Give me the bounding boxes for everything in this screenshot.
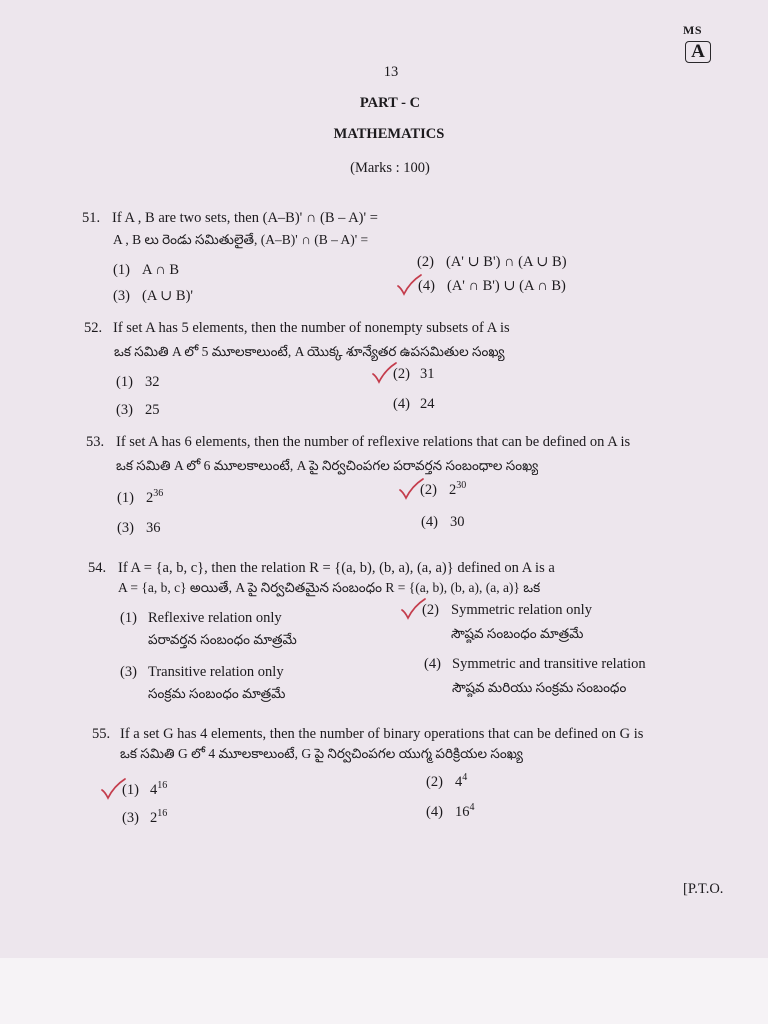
power-base: 2 [146, 490, 154, 506]
check-mark-icon [396, 274, 422, 296]
option-label: (4) [421, 514, 438, 530]
option-text-telugu: సంక్రమ సంబంధం మాత్రమే [148, 686, 286, 701]
question-text-english: If set A has 6 elements, then the number of reflexive relations that can be defined on A is [116, 434, 631, 450]
series-code: MS [683, 23, 702, 37]
power-base: 4 [150, 782, 158, 798]
option-text: 31 [420, 366, 435, 382]
please-turn-over: [P.T.O. [683, 881, 724, 897]
power-exponent: 30 [456, 480, 467, 491]
option-label: (3) [122, 810, 139, 826]
power-exponent: 4 [469, 802, 475, 813]
power-base: 2 [449, 482, 457, 498]
option-label: (2) [420, 482, 437, 498]
option-text: 30 [450, 514, 465, 530]
option-text: Transitive relation only [148, 664, 284, 680]
power-exponent: 16 [157, 780, 168, 791]
option-text: Symmetric relation only [451, 602, 592, 618]
option-label: (3) [116, 402, 133, 418]
option-label: (2) [417, 254, 434, 270]
option-label: (3) [117, 520, 134, 536]
check-mark-icon [400, 598, 426, 620]
power-exponent: 4 [462, 772, 468, 783]
option-text: Reflexive relation only [148, 610, 282, 626]
option-text: (A' ∪ B') ∩ (A ∪ B) [446, 254, 567, 270]
option-label: (1) [117, 490, 134, 506]
check-mark-icon [371, 362, 397, 384]
option-text: 24 [420, 396, 435, 412]
booklet-set-box: A [685, 41, 711, 63]
option-power [455, 803, 475, 821]
option-label: (1) [122, 782, 139, 798]
power-base: 16 [455, 804, 470, 820]
part-heading: PART - C [359, 95, 421, 111]
option-power [449, 481, 466, 499]
option-label: (3) [113, 288, 130, 304]
option-label: (4) [393, 396, 410, 412]
option-text: 32 [145, 374, 160, 390]
option-text: 25 [145, 402, 160, 418]
option-text-telugu: సౌష్ఠవ మరియు సంక్రమ సంబంధం [452, 680, 627, 695]
power-exponent: 36 [153, 488, 164, 499]
option-label: (1) [116, 374, 133, 390]
check-mark-icon [398, 478, 424, 500]
question-text-telugu: ఒక సమితి A లో 6 మూలకాలుంటే, A పై నిర్వచింపగల పరావర్తన సంబంధాల సంఖ్య [116, 458, 539, 473]
question-number: 53. [86, 434, 105, 450]
question-number: 52. [84, 320, 103, 336]
check-mark-icon [100, 778, 126, 800]
question-number: 51. [82, 210, 101, 226]
question-text-english: If A = {a, b, c}, then the relation R = {(a, b), (b, a), (a, a)} defined on A is a [118, 560, 555, 576]
question-text-english: If a set G has 4 elements, then the number of binary operations that can be defined on G is [120, 726, 644, 742]
marks-note: (Marks : 100) [350, 160, 430, 176]
option-text: 36 [146, 520, 161, 536]
option-text: Symmetric and transitive relation [452, 656, 646, 672]
power-base: 2 [150, 810, 158, 826]
option-label: (4) [418, 278, 435, 294]
question-text-telugu: ఒక సమితి G లో 4 మూలకాలుంటే, G పై నిర్వచింపగల యుగ్మ పరిక్రియల సంఖ్య [120, 746, 523, 761]
option-text: (A ∪ B)' [142, 288, 194, 304]
page-number: 13 [383, 64, 399, 80]
option-text: (A' ∩ B') ∪ (A ∩ B) [447, 278, 566, 294]
question-number: 55. [92, 726, 111, 742]
subject-heading: MATHEMATICS [333, 126, 445, 142]
option-label: (3) [120, 664, 137, 680]
option-label: (1) [120, 610, 137, 626]
option-power [150, 809, 167, 827]
option-power [455, 773, 467, 791]
option-text: A ∩ B [142, 262, 180, 278]
question-text-telugu: ఒక సమితి A లో 5 మూలకాలుంటే, A యొక్క శూన్యేతర ఉపసమితుల సంఖ్య [114, 344, 505, 359]
option-label: (2) [422, 602, 439, 618]
option-power [150, 781, 167, 799]
option-power [146, 489, 163, 507]
question-text-english: If A , B are two sets, then (A–B)' ∩ (B – A)' = [112, 210, 378, 226]
option-label: (4) [424, 656, 441, 672]
question-text-english: If set A has 5 elements, then the number of nonempty subsets of A is [113, 320, 510, 336]
option-label: (2) [393, 366, 410, 382]
power-base: 4 [455, 774, 463, 790]
power-exponent: 16 [157, 808, 168, 819]
scan-margin [0, 958, 768, 1024]
option-text-telugu: పరావర్తన సంబంధం మాత్రమే [148, 632, 297, 647]
question-text-telugu: A , B లు రెండు సమితులైతే, (A–B)' ∩ (B – A)' = [113, 232, 369, 247]
option-label: (4) [426, 804, 443, 820]
question-text-telugu: A = {a, b, c} అయితే, A పై నిర్వచితమైన సంబంధం R = {(a, b), (b, a), (a, a)} ఒక [118, 580, 541, 595]
question-number: 54. [88, 560, 107, 576]
option-label: (1) [113, 262, 130, 278]
option-text-telugu: సౌష్ఠవ సంబంధం మాత్రమే [451, 626, 584, 641]
option-label: (2) [426, 774, 443, 790]
